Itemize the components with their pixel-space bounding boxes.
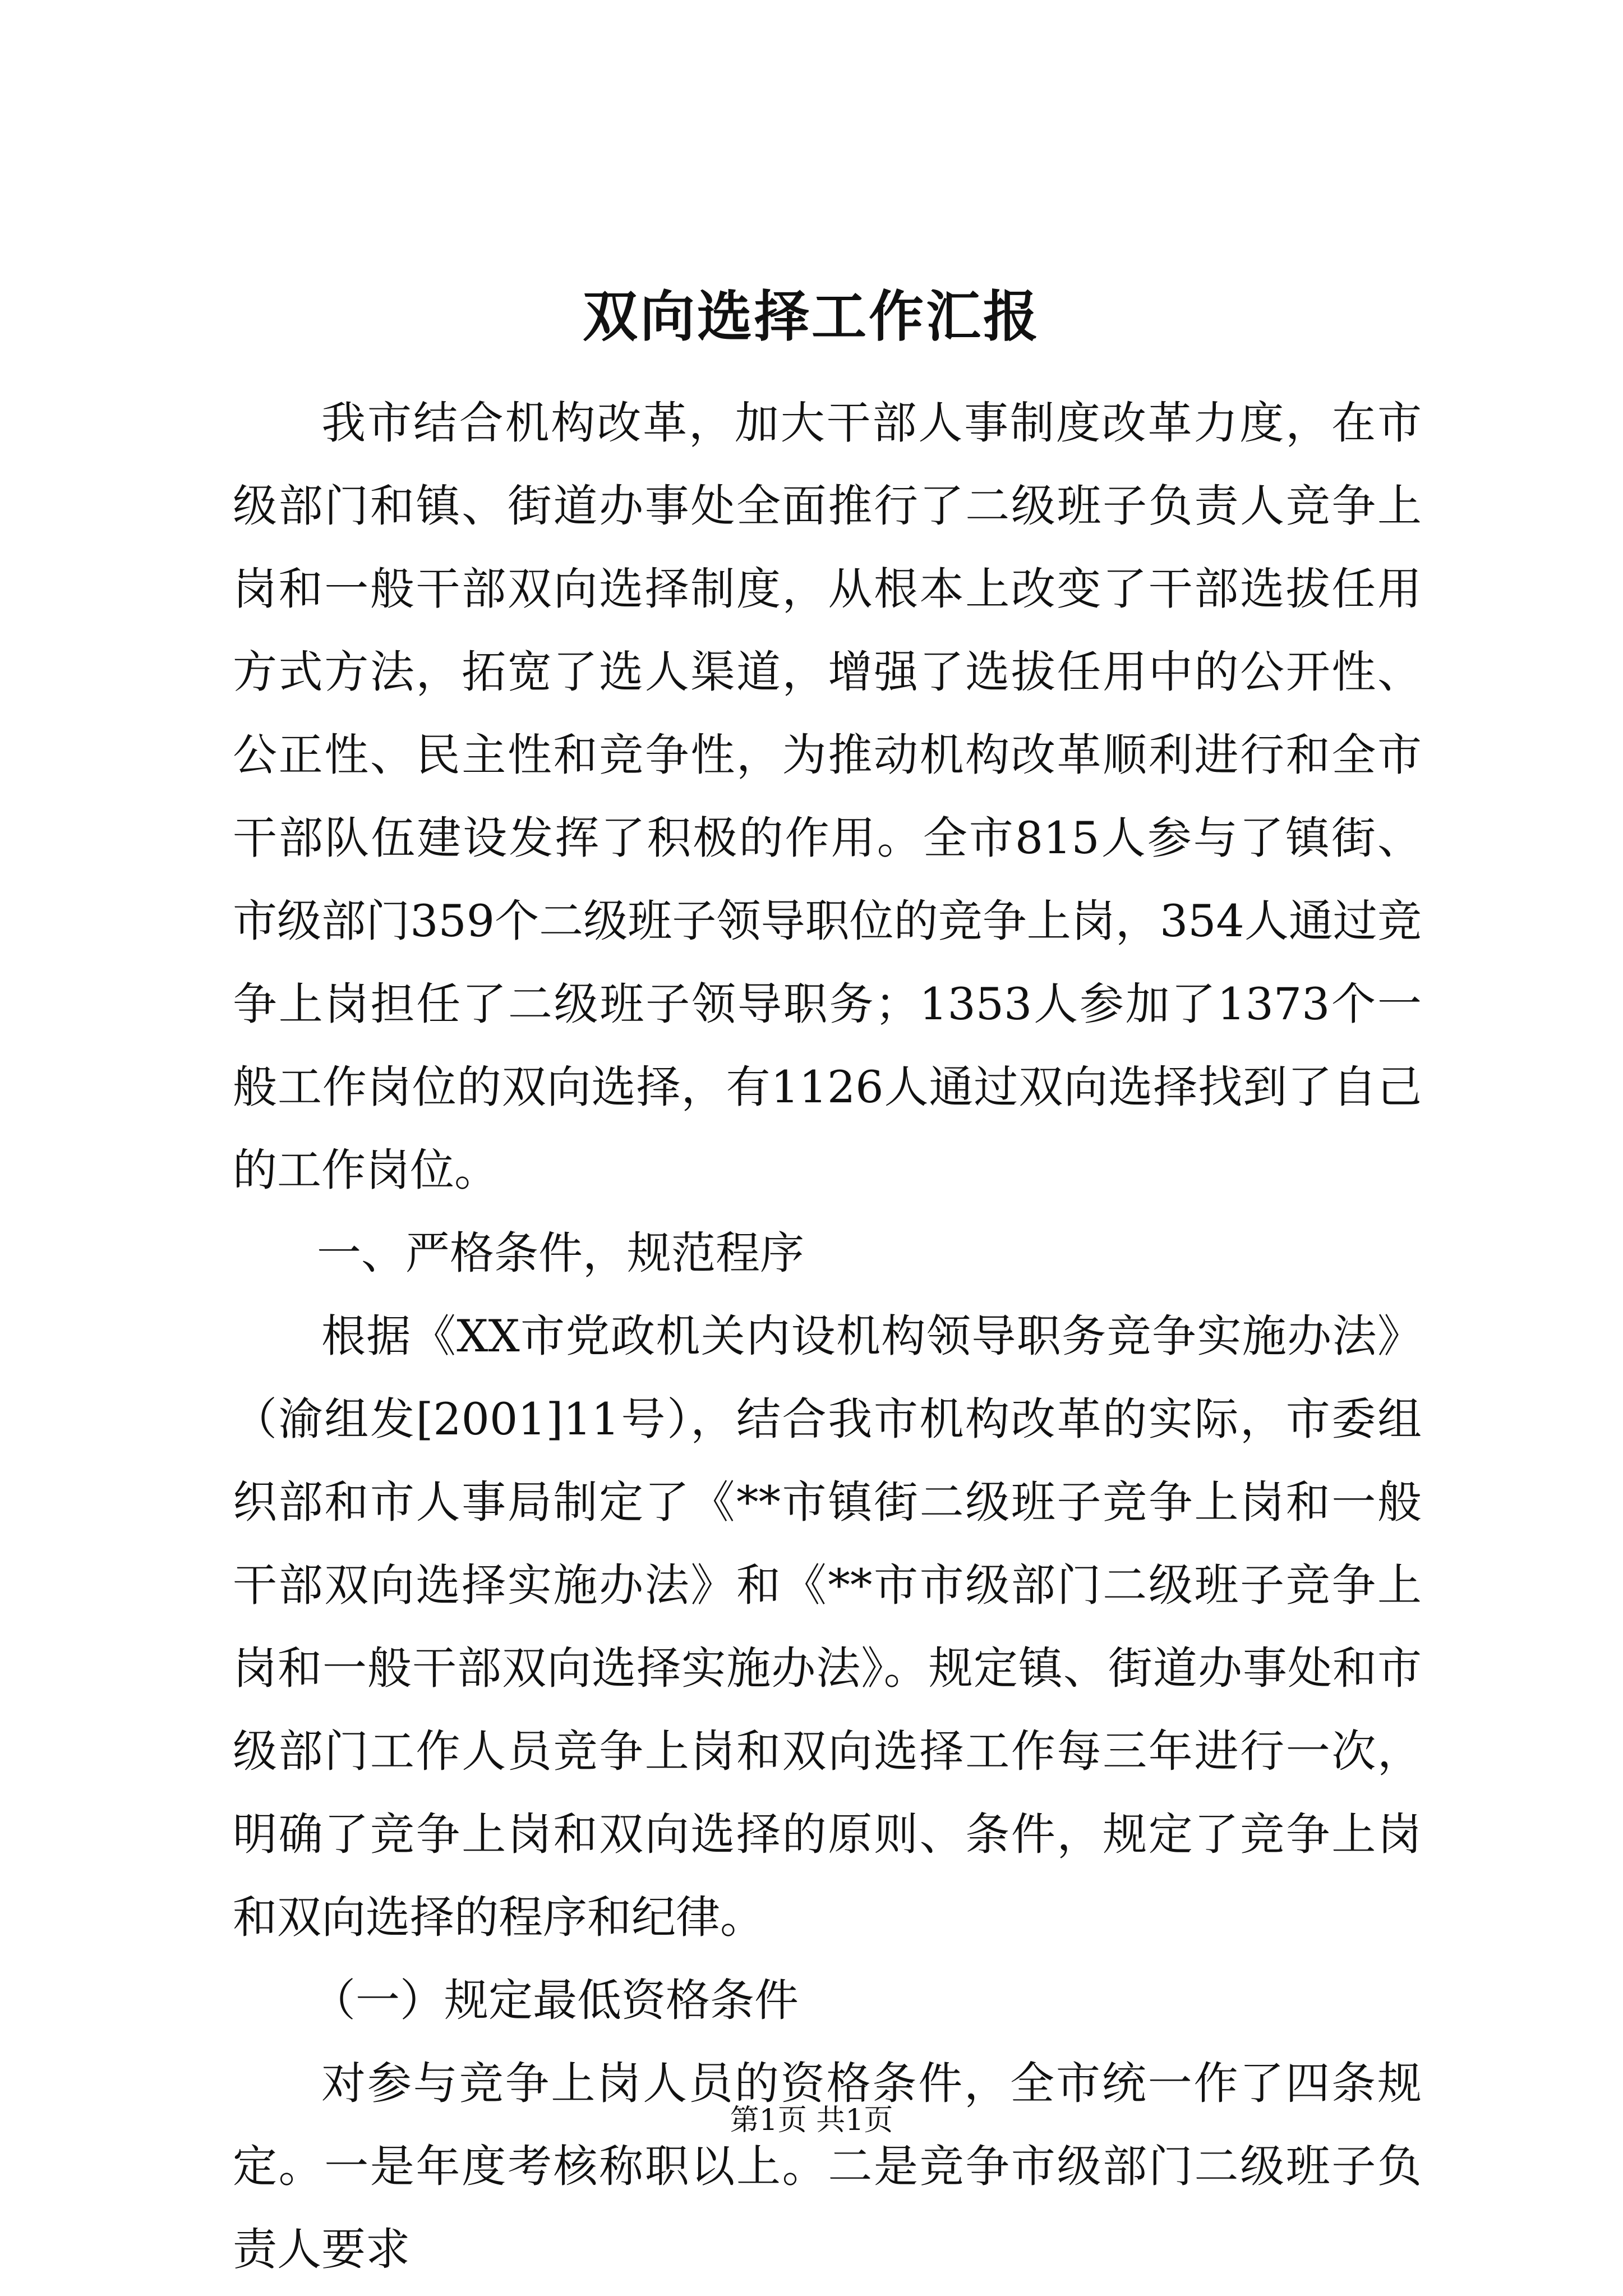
subsection-heading-1: （一）规定最低资格条件: [311, 1975, 799, 2026]
paragraph-basis: 根据《XX市党政机关内设机构领导职务竞争实施办法》（渝组发[2001]11号），结合我市机构改革的实际，市委组织部和市人事局制定了《**市镇街二级班子竞争上岗和一般干部双向选择实施办法》和《**市市级部门二级班子竞争上岗和一般干部双向选择实施办法》。规定镇、街道办事处和市级部门工作人员竞争上岗和双向选择工作每三年进行一次，明确了竞争上岗和双向选择的原则、条件，规定了竞争上岗和双向选择的程序和纪律。: [233, 1310, 1422, 1943]
section-heading-1: 一、严格条件，规范程序: [317, 1227, 804, 1279]
paragraph-qualifications: 对参与竞争上岗人员的资格条件，全市统一作了四条规定。一是年度考核称职以上。二是竞争市级部门二级班子负责人要求: [233, 2058, 1422, 2275]
paragraph-intro: 我市结合机构改革，加大干部人事制度改革力度，在市级部门和镇、街道办事处全面推行了二级班子负责人竞争上岗和一般干部双向选择制度，从根本上改变了干部选拔任用方式方法，拓宽了选人渠道，增强了选拔任用中的公开性、公正性、民主性和竞争性，为推动机构改革顺利进行和全市干部队伍建设发挥了积极的作用。全市815人参与了镇街、市级部门359个二级班子领导职位的竞争上岗，354人通过竞争上岗担任了二级班子领导职务；1353人参加了1373个一般工作岗位的双向选择，有1126人通过双向选择找到了自己的工作岗位。: [233, 397, 1422, 1196]
document-body: [233, 381, 1422, 2291]
page-footer: 第1页 共1页: [730, 2104, 893, 2137]
document-title: 双向选择工作汇报: [582, 284, 1040, 349]
